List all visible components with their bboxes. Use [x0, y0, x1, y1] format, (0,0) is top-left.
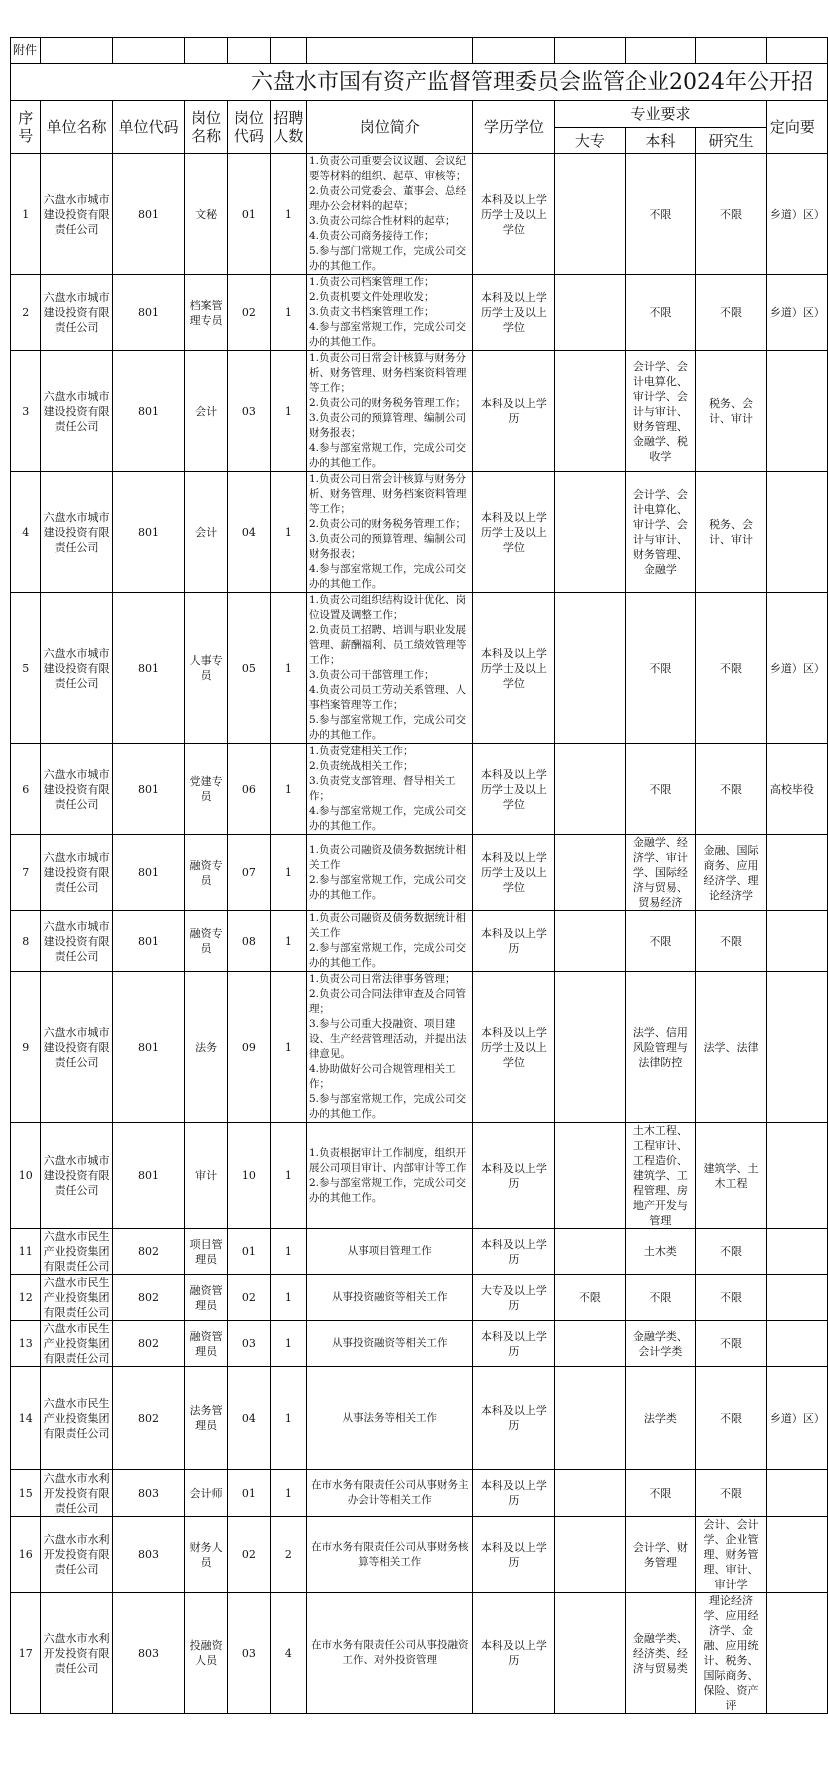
cell-intro	[306, 1123, 473, 1229]
cell-benke: 不限	[625, 593, 696, 744]
cell-benke: 不限	[625, 1470, 696, 1517]
cell-dazhuan	[555, 911, 625, 972]
cell-intro	[306, 744, 473, 835]
cell-code: 802	[112, 1321, 185, 1367]
cell-post-code: 02	[228, 1275, 271, 1321]
header-code: 单位代码	[112, 101, 185, 154]
cell-code: 801	[112, 472, 185, 593]
header-dazhuan: 大专	[555, 128, 625, 154]
cell-intro	[306, 835, 473, 911]
intro-line: 3.负责公司的预算管理、编制公司财务报表；	[308, 533, 466, 560]
cell-unit: 六盘水市城市建设投资有限责任公司	[41, 351, 112, 472]
cell-post-code: 03	[228, 1321, 271, 1367]
cell-benke: 会计学、财务管理	[625, 1517, 696, 1593]
cell-edu: 本科及以上学历	[473, 1367, 555, 1470]
cell-unit: 六盘水市城市建设投资有限责任公司	[41, 472, 112, 593]
cell-code: 802	[112, 1275, 185, 1321]
cell-edu: 本科及以上学历学士及以上学位	[473, 154, 555, 275]
intro-line: 4.参与部室常规工作，完成公司交办的其他工作。	[308, 442, 466, 469]
cell-intro	[306, 1321, 473, 1367]
cell-code: 801	[112, 351, 185, 472]
cell-unit: 六盘水市水利开发投资有限责任公司	[41, 1470, 112, 1517]
cell-dazhuan	[555, 1321, 625, 1367]
cell-benke: 不限	[625, 275, 696, 351]
intro-line: 2.负责公司党委会、董事会、总经理办公会材料的起草；	[308, 185, 466, 212]
cell-seq: 17	[11, 1593, 41, 1714]
cell-intro	[306, 154, 473, 275]
cell-yjs: 法学、法律	[696, 972, 767, 1123]
cell-intro	[306, 275, 473, 351]
intro-line: 在市水务有限责任公司从事投融资工作、对外投资管理	[310, 1639, 469, 1666]
cell-post: 法务	[185, 972, 228, 1123]
cell-edu: 本科及以上学历学士及以上学位	[473, 972, 555, 1123]
cell-unit: 六盘水市城市建设投资有限责任公司	[41, 911, 112, 972]
cell-edu: 本科及以上学历	[473, 1229, 555, 1275]
cell-count: 1	[270, 1321, 306, 1367]
cell-code: 802	[112, 1367, 185, 1470]
cell-yjs: 不限	[696, 1367, 767, 1470]
cell-yjs: 不限	[696, 275, 767, 351]
cell-post: 会计师	[185, 1470, 228, 1517]
cell-post: 融资专员	[185, 835, 228, 911]
cell-unit: 六盘水市城市建设投资有限责任公司	[41, 154, 112, 275]
intro-line: 2.负责机要文件处理收发；	[308, 291, 435, 303]
cell-yjs: 不限	[696, 1321, 767, 1367]
cell-seq: 1	[11, 154, 41, 275]
cell-intro	[306, 1229, 473, 1275]
intro-line: 3.负责公司综合性材料的起草；	[308, 215, 456, 227]
cell-extra	[766, 1275, 827, 1321]
page-title: 六盘水市国有资产监督管理委员会监管企业2024年公开招	[11, 64, 828, 101]
cell-count: 1	[270, 472, 306, 593]
cell-unit: 六盘水市城市建设投资有限责任公司	[41, 275, 112, 351]
cell-edu: 本科及以上学历	[473, 1517, 555, 1593]
cell-count: 1	[270, 351, 306, 472]
intro-line: 2.参与部室常规工作，完成公司交办的其他工作。	[308, 942, 466, 969]
intro-line: 2.参与部室常规工作，完成公司交办的其他工作。	[308, 873, 466, 901]
table-row	[11, 351, 828, 472]
cell-post: 财务人员	[185, 1517, 228, 1593]
cell-dazhuan	[555, 744, 625, 835]
header-major: 专业要求	[555, 101, 767, 128]
cell-post-code: 10	[228, 1123, 271, 1229]
table-row	[11, 744, 828, 835]
header-post-code: 岗位代码	[228, 101, 271, 154]
cell-edu: 本科及以上学历	[473, 351, 555, 472]
cell-benke: 金融学类、经济类、经济与贸易类	[625, 1593, 696, 1714]
cell-dazhuan	[555, 1123, 625, 1229]
intro-line: 5.参与部门常规工作，完成公司交办的其他工作。	[308, 245, 466, 272]
table-row	[11, 835, 828, 911]
table-row	[11, 911, 828, 972]
header-seq: 序号	[11, 101, 41, 154]
cell-post: 审计	[185, 1123, 228, 1229]
cell-intro	[306, 351, 473, 472]
cell-post: 法务管理员	[185, 1367, 228, 1470]
cell-yjs: 不限	[696, 911, 767, 972]
intro-line: 3.参与公司重大投融资、项目建设、生产经营管理活动，并提出法律意见。	[308, 1018, 467, 1060]
cell-count: 1	[270, 1470, 306, 1517]
cell-benke: 不限	[625, 911, 696, 972]
header-benke: 本科	[625, 128, 696, 154]
cell-code: 801	[112, 593, 185, 744]
cell-seq: 2	[11, 275, 41, 351]
cell-extra: 乡道）区）	[766, 275, 827, 351]
intro-line: 3.负责公司的预算管理、编制公司财务报表；	[308, 412, 466, 439]
cell-seq: 16	[11, 1517, 41, 1593]
cell-count: 1	[270, 1367, 306, 1470]
cell-dazhuan	[555, 1367, 625, 1470]
table-row	[11, 1593, 828, 1714]
cell-seq: 15	[11, 1470, 41, 1517]
cell-unit: 六盘水市城市建设投资有限责任公司	[41, 1123, 112, 1229]
table-row	[11, 1470, 828, 1517]
cell-benke: 法学、信用风险管理与法律防控	[625, 972, 696, 1123]
cell-post-code: 01	[228, 1229, 271, 1275]
cell-unit: 六盘水市城市建设投资有限责任公司	[41, 593, 112, 744]
cell-post-code: 07	[228, 835, 271, 911]
cell-post-code: 02	[228, 275, 271, 351]
cell-edu: 本科及以上学历学士及以上学位	[473, 744, 555, 835]
cell-edu: 本科及以上学历	[473, 1593, 555, 1714]
cell-yjs: 金融、国际商务、应用经济学、理论经济学	[696, 835, 767, 911]
cell-seq: 3	[11, 351, 41, 472]
intro-line: 1.负责公司日常会计核算与财务分析、财务管理、财务档案资料管理等工作；	[308, 352, 467, 394]
cell-seq: 5	[11, 593, 41, 744]
cell-post-code: 02	[228, 1517, 271, 1593]
cell-dazhuan	[555, 275, 625, 351]
cell-yjs: 不限	[696, 593, 767, 744]
cell-count: 1	[270, 275, 306, 351]
cell-dazhuan	[555, 593, 625, 744]
cell-edu: 本科及以上学历学士及以上学位	[473, 275, 555, 351]
cell-dazhuan	[555, 472, 625, 593]
cell-edu: 本科及以上学历	[473, 911, 555, 972]
table-row	[11, 1275, 828, 1321]
cell-yjs: 税务、会计、审计	[696, 351, 767, 472]
cell-seq: 9	[11, 972, 41, 1123]
cell-extra	[766, 911, 827, 972]
cell-benke: 不限	[625, 744, 696, 835]
cell-benke: 土木工程、工程审计、工程造价、建筑学、工程管理、房地产开发与管理	[625, 1123, 696, 1229]
table-row	[11, 1229, 828, 1275]
cell-count: 1	[270, 1123, 306, 1229]
cell-post-code: 09	[228, 972, 271, 1123]
cell-post: 党建专员	[185, 744, 228, 835]
cell-yjs: 会计、会计学、企业管理、财务管理、审计、审计学	[696, 1517, 767, 1593]
cell-dazhuan: 不限	[555, 1275, 625, 1321]
intro-line: 4.参与部室常规工作，完成公司交办的其他工作。	[308, 563, 466, 590]
intro-line: 4.参与部室常规工作，完成公司交办的其他工作。	[308, 321, 466, 348]
cell-unit: 六盘水市水利开发投资有限责任公司	[41, 1593, 112, 1714]
cell-intro	[306, 593, 473, 744]
intro-line: 2.负责公司合同法律审查及合同管理；	[308, 988, 466, 1015]
cell-code: 803	[112, 1470, 185, 1517]
cell-intro	[306, 1593, 473, 1714]
cell-count: 2	[270, 1517, 306, 1593]
intro-line: 3.负责党支部管理、督导相关工作；	[308, 775, 456, 802]
intro-line: 在市水务有限责任公司从事财务核算等相关工作	[310, 1540, 469, 1568]
header-count: 招聘人数	[270, 101, 306, 154]
intro-line: 5.参与部室常规工作，完成公司交办的其他工作。	[308, 1093, 466, 1120]
cell-unit: 六盘水市城市建设投资有限责任公司	[41, 744, 112, 835]
header-post: 岗位名称	[185, 101, 228, 154]
cell-code: 801	[112, 275, 185, 351]
cell-benke: 不限	[625, 1275, 696, 1321]
intro-line: 4.负责公司员工劳动关系管理、人事档案管理等工作；	[308, 684, 466, 711]
cell-count: 1	[270, 835, 306, 911]
cell-count: 1	[270, 1229, 306, 1275]
cell-post: 会计	[185, 351, 228, 472]
cell-yjs: 税务、会计、审计	[696, 472, 767, 593]
cell-post: 人事专员	[185, 593, 228, 744]
cell-extra	[766, 1229, 827, 1275]
intro-line: 1.负责根据审计工作制度，组织开展公司项目审计、内部审计等工作	[308, 1146, 467, 1174]
cell-yjs: 不限	[696, 1229, 767, 1275]
cell-unit: 六盘水市城市建设投资有限责任公司	[41, 972, 112, 1123]
cell-edu: 本科及以上学历	[473, 1321, 555, 1367]
cell-edu: 本科及以上学历	[473, 1470, 555, 1517]
cell-code: 801	[112, 1123, 185, 1229]
cell-code: 801	[112, 972, 185, 1123]
cell-edu: 大专及以上学历	[473, 1275, 555, 1321]
cell-post-code: 03	[228, 1593, 271, 1714]
cell-post: 融资管理员	[185, 1275, 228, 1321]
cell-benke: 会计学、会计电算化、审计学、会计与审计、财务管理、金融学、税收学	[625, 351, 696, 472]
cell-extra	[766, 1593, 827, 1714]
intro-line: 4.参与部室常规工作，完成公司交办的其他工作。	[308, 805, 466, 832]
intro-line: 5.参与部室常规工作，完成公司交办的其他工作。	[308, 714, 466, 741]
table-row	[11, 472, 828, 593]
cell-intro	[306, 911, 473, 972]
cell-benke: 金融学、经济学、审计学、国际经济与贸易、贸易经济	[625, 835, 696, 911]
intro-line: 1.负责党建相关工作；	[308, 745, 414, 757]
cell-seq: 13	[11, 1321, 41, 1367]
intro-line: 2.参与部室常规工作，完成公司交办的其他工作。	[308, 1176, 466, 1204]
cell-extra	[766, 835, 827, 911]
intro-line: 1.负责公司融资及债务数据统计相关工作	[308, 912, 466, 939]
cell-post-code: 04	[228, 472, 271, 593]
intro-line: 4.协助做好公司合规管理相关工作；	[308, 1063, 456, 1090]
cell-post-code: 04	[228, 1367, 271, 1470]
intro-line: 3.负责文书档案管理工作；	[308, 306, 435, 318]
intro-line: 2.负责统战相关工作；	[308, 760, 414, 772]
annex-label: 附件	[11, 38, 41, 64]
cell-code: 801	[112, 911, 185, 972]
cell-edu: 本科及以上学历学士及以上学位	[473, 593, 555, 744]
cell-extra: 乡道）区）	[766, 1367, 827, 1470]
cell-intro	[306, 1275, 473, 1321]
cell-code: 802	[112, 1229, 185, 1275]
cell-post-code: 03	[228, 351, 271, 472]
cell-code: 803	[112, 1593, 185, 1714]
header-yjs: 研究生	[696, 128, 767, 154]
cell-dazhuan	[555, 1229, 625, 1275]
cell-yjs: 不限	[696, 1275, 767, 1321]
table-row	[11, 1123, 828, 1229]
cell-count: 4	[270, 1593, 306, 1714]
cell-dazhuan	[555, 835, 625, 911]
cell-seq: 7	[11, 835, 41, 911]
cell-extra	[766, 1470, 827, 1517]
header-unit: 单位名称	[41, 101, 112, 154]
cell-post-code: 05	[228, 593, 271, 744]
cell-extra: 高校毕役	[766, 744, 827, 835]
cell-edu: 本科及以上学历	[473, 1123, 555, 1229]
cell-extra	[766, 972, 827, 1123]
cell-intro	[306, 972, 473, 1123]
intro-line: 1.负责公司档案管理工作；	[308, 276, 435, 288]
cell-yjs: 不限	[696, 1470, 767, 1517]
table-row	[11, 593, 828, 744]
header-intro: 岗位简介	[306, 101, 473, 154]
cell-post-code: 01	[228, 1470, 271, 1517]
cell-yjs: 不限	[696, 744, 767, 835]
intro-line: 从事项目管理工作	[347, 1245, 432, 1257]
intro-line: 从事投资融资等相关工作	[331, 1337, 448, 1349]
cell-seq: 11	[11, 1229, 41, 1275]
cell-benke: 土木类	[625, 1229, 696, 1275]
intro-line: 从事法务等相关工作	[342, 1411, 437, 1424]
intro-line: 1.负责公司日常会计核算与财务分析、财务管理、财务档案资料管理等工作；	[308, 473, 467, 515]
cell-unit: 六盘水市民生产业投资集团有限责任公司	[41, 1275, 112, 1321]
cell-seq: 12	[11, 1275, 41, 1321]
cell-code: 801	[112, 154, 185, 275]
cell-extra	[766, 472, 827, 593]
cell-intro	[306, 472, 473, 593]
cell-count: 1	[270, 744, 306, 835]
cell-seq: 4	[11, 472, 41, 593]
cell-post: 会计	[185, 472, 228, 593]
cell-count: 1	[270, 1275, 306, 1321]
cell-unit: 六盘水市城市建设投资有限责任公司	[41, 835, 112, 911]
table-row	[11, 972, 828, 1123]
cell-extra	[766, 1321, 827, 1367]
cell-extra: 乡道）区）	[766, 154, 827, 275]
cell-count: 1	[270, 154, 306, 275]
cell-post-code: 06	[228, 744, 271, 835]
cell-post: 项目管理员	[185, 1229, 228, 1275]
cell-post: 融资管理员	[185, 1321, 228, 1367]
intro-line: 4.负责公司商务接待工作；	[308, 230, 435, 242]
cell-extra	[766, 351, 827, 472]
table-row	[11, 1321, 828, 1367]
cell-unit: 六盘水市民生产业投资集团有限责任公司	[41, 1321, 112, 1367]
header-edu: 学历学位	[473, 101, 555, 154]
cell-code: 801	[112, 744, 185, 835]
cell-code: 803	[112, 1517, 185, 1593]
cell-extra	[766, 1123, 827, 1229]
header-extra: 定向要	[766, 101, 827, 154]
table-row	[11, 1367, 828, 1470]
cell-unit: 六盘水市水利开发投资有限责任公司	[41, 1517, 112, 1593]
cell-edu: 本科及以上学历学士及以上学位	[473, 835, 555, 911]
cell-benke: 会计学、会计电算化、审计学、会计与审计、财务管理、金融学	[625, 472, 696, 593]
cell-unit: 六盘水市民生产业投资集团有限责任公司	[41, 1229, 112, 1275]
cell-count: 1	[270, 972, 306, 1123]
intro-line: 1.负责公司融资及债务数据统计相关工作	[308, 843, 466, 871]
cell-benke: 不限	[625, 154, 696, 275]
intro-line: 从事投资融资等相关工作	[331, 1291, 448, 1303]
cell-dazhuan	[555, 972, 625, 1123]
cell-edu: 本科及以上学历学士及以上学位	[473, 472, 555, 593]
recruitment-table	[10, 37, 828, 1714]
intro-line: 1.负责公司日常法律事务管理；	[308, 973, 456, 985]
cell-yjs: 不限	[696, 154, 767, 275]
cell-intro	[306, 1470, 473, 1517]
cell-seq: 10	[11, 1123, 41, 1229]
cell-yjs: 建筑学、土木工程	[696, 1123, 767, 1229]
cell-benke: 金融学类、会计学类	[625, 1321, 696, 1367]
intro-line: 1.负责公司重要会议议题、会议纪要等材料的组织、起草、审核等；	[308, 155, 467, 182]
cell-post: 档案管理专员	[185, 275, 228, 351]
cell-intro	[306, 1367, 473, 1470]
cell-dazhuan	[555, 1593, 625, 1714]
cell-seq: 8	[11, 911, 41, 972]
cell-unit: 六盘水市民生产业投资集团有限责任公司	[41, 1367, 112, 1470]
table-row	[11, 1517, 828, 1593]
cell-extra	[766, 1517, 827, 1593]
intro-line: 3.负责公司干部管理工作；	[308, 669, 435, 681]
table-row	[11, 275, 828, 351]
table-row	[11, 154, 828, 275]
cell-post: 投融资人员	[185, 1593, 228, 1714]
intro-line: 2.负责公司的财务税务管理工作；	[308, 518, 466, 530]
cell-dazhuan	[555, 351, 625, 472]
cell-code: 801	[112, 835, 185, 911]
intro-line: 2.负责员工招聘、培训与职业发展管理、薪酬福利、员工绩效管理等工作；	[308, 624, 467, 666]
intro-line: 在市水务有限责任公司从事财务主办会计等相关工作	[310, 1479, 469, 1506]
cell-post-code: 08	[228, 911, 271, 972]
cell-count: 1	[270, 593, 306, 744]
cell-post: 文秘	[185, 154, 228, 275]
cell-count: 1	[270, 911, 306, 972]
intro-line: 1.负责公司组织结构设计优化、岗位设置及调整工作；	[308, 594, 466, 621]
intro-line: 2.负责公司的财务税务管理工作；	[308, 397, 466, 409]
cell-post: 融资专员	[185, 911, 228, 972]
cell-seq: 6	[11, 744, 41, 835]
cell-yjs: 理论经济学、应用经济学、金融、应用统计、税务、国际商务、保险、资产评	[696, 1593, 767, 1714]
cell-benke: 法学类	[625, 1367, 696, 1470]
cell-seq: 14	[11, 1367, 41, 1470]
cell-extra: 乡道）区）	[766, 593, 827, 744]
cell-dazhuan	[555, 1470, 625, 1517]
cell-dazhuan	[555, 154, 625, 275]
cell-post-code: 01	[228, 154, 271, 275]
cell-dazhuan	[555, 1517, 625, 1593]
cell-intro	[306, 1517, 473, 1593]
